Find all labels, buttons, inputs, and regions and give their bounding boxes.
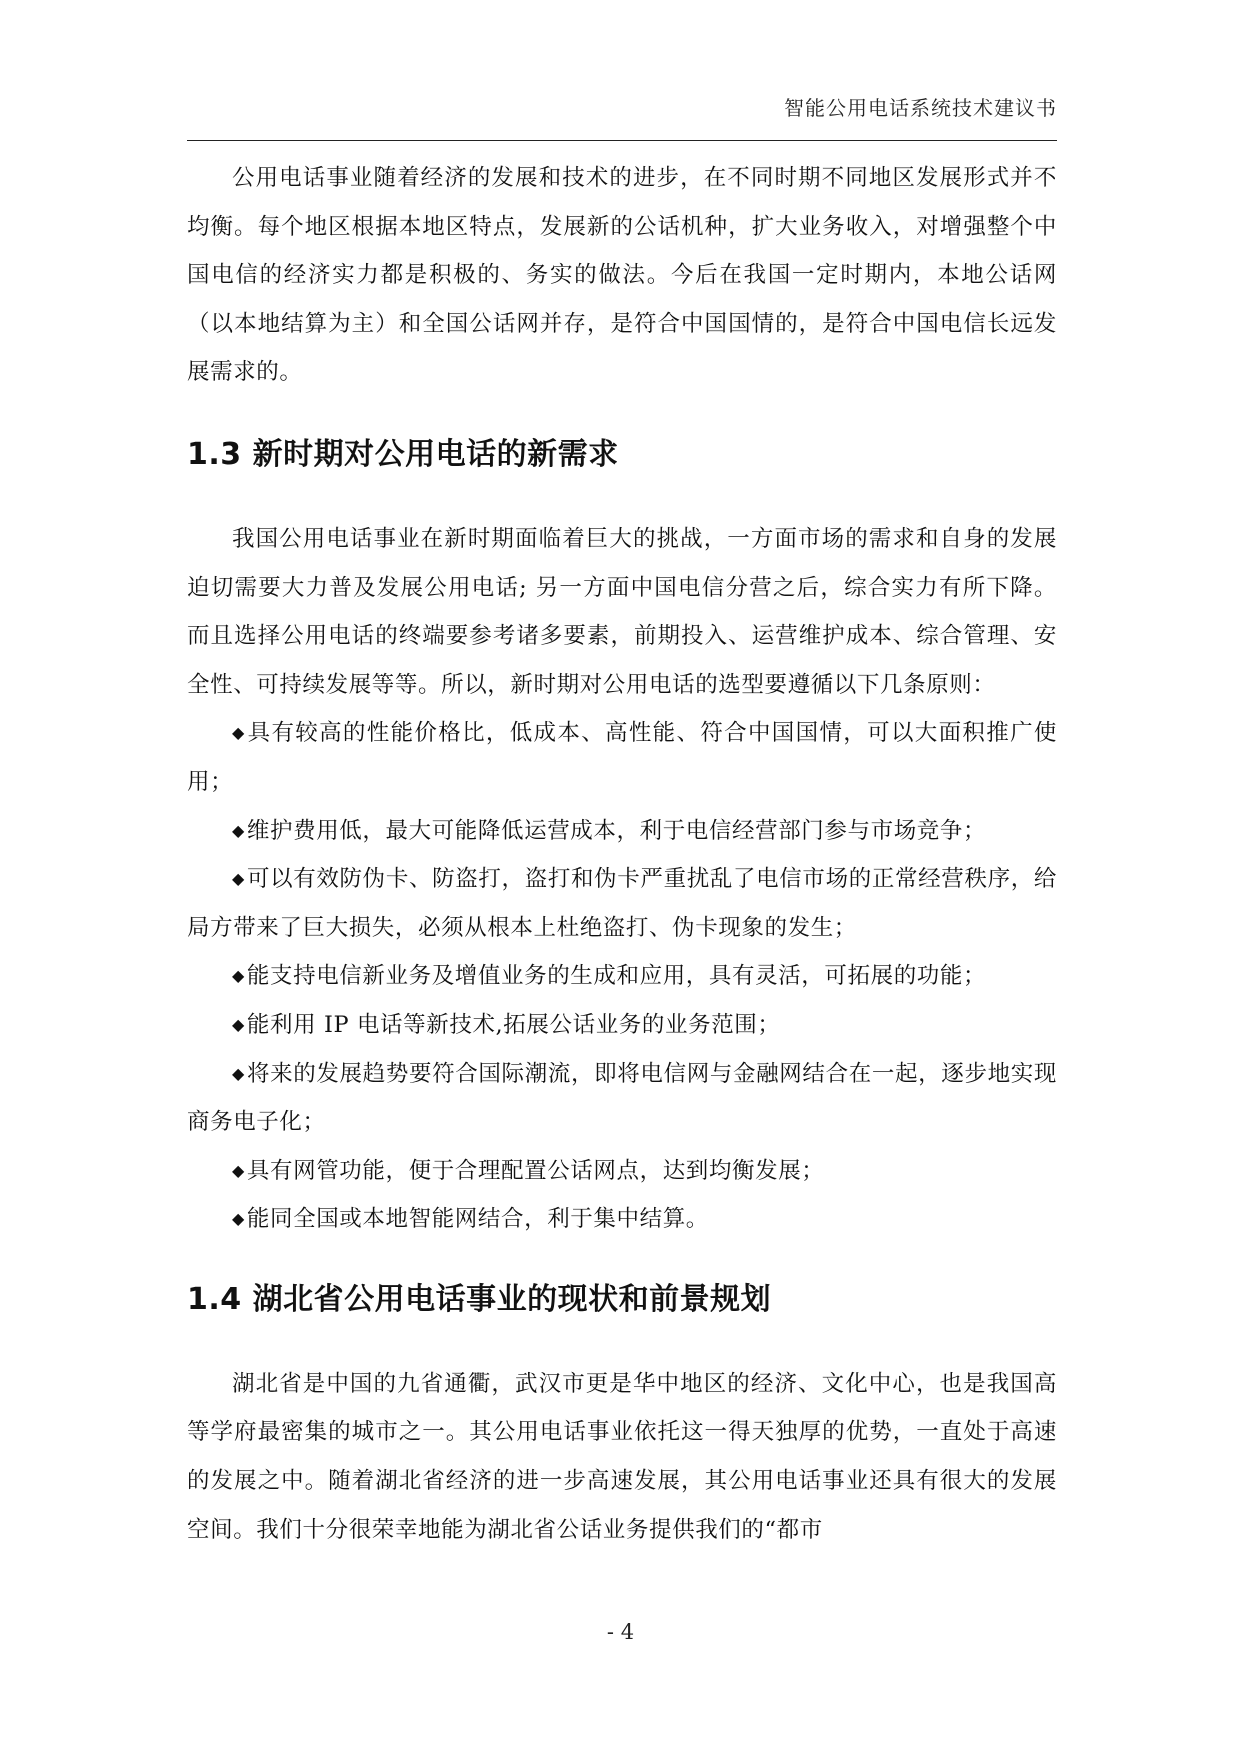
list-item: [187, 952, 1057, 1001]
diamond-bullet-icon: ◆: [232, 869, 245, 889]
list-item: [187, 807, 1057, 856]
principles-list: [187, 709, 1057, 1244]
diamond-bullet-icon: ◆: [232, 966, 245, 986]
page-number: - 4: [606, 1620, 635, 1644]
list-item-text: 能同全国或本地智能网结合，利于集中结算。: [246, 1206, 709, 1233]
diamond-bullet-icon: ◆: [232, 820, 245, 840]
list-item: [187, 709, 1057, 806]
list-item-text: 能支持电信新业务及增值业务的生成和应用，具有灵活，可拓展的功能；: [246, 963, 987, 990]
list-item-text: 具有网管功能，便于合理配置公话网点，达到均衡发展；: [246, 1157, 825, 1184]
list-item-text: 维护费用低，最大可能降低运营成本，利于电信经营部门参与市场竞争；: [246, 817, 987, 844]
list-item-text: 具有较高的性能价格比，低成本、高性能、符合中国国情，可以大面积推广使用；: [187, 720, 1057, 795]
section-1-4-heading: 1.4 湖北省公用电话事业的现状和前景规划: [187, 1281, 772, 1317]
diamond-bullet-icon: ◆: [232, 1209, 245, 1229]
diamond-bullet-icon: ◆: [232, 1063, 245, 1083]
list-item: [187, 1050, 1057, 1147]
list-item: [187, 1195, 1057, 1244]
list-item-text: 将来的发展趋势要符合国际潮流，即将电信网与金融网结合在一起，逐步地实现商务电子化；: [187, 1060, 1057, 1136]
intro-paragraph: 公用电话事业随着经济的发展和技术的进步，在不同时期不同地区发展形式并不均衡。每个地区根据本地区特点，发展新的公话机种，扩大业务收入，对增强整个中国电信的经济实力都是积极的、务实的做法。今后在我国一定时期内，本地公话网（以本地结算为主）和全国公话网并存，是符合中国国情的，是符合中国电信长远发展需求的。: [187, 165, 1057, 386]
list-item: [187, 1001, 1057, 1050]
list-item: [187, 855, 1057, 952]
diamond-bullet-icon: ◆: [232, 1014, 245, 1034]
page-content: [187, 154, 1057, 1554]
section-1-3-paragraph: 我国公用电话事业在新时期面临着巨大的挑战，一方面市场的需求和自身的发展迫切需要大力普及发展公用电话; 另一方面中国电信分营之后，综合实力有所下降。而且选择公用电话的终端要参考诸多要素，前期投入、运营维护成本、综合管理、安全性、可持续发展等等。所以，新时期对公用电话的选型要遵循以下几条原则：: [187, 525, 1057, 698]
list-item-text: 可以有效防伪卡、防盗打，盗打和伪卡严重扰乱了电信市场的正常经营秩序，给局方带来了巨大损失，必须从根本上杜绝盗打、伪卡现象的发生；: [187, 866, 1057, 941]
header-title: 智能公用电话系统技术建议书: [784, 96, 1057, 120]
list-item: [187, 1147, 1057, 1196]
diamond-bullet-icon: ◆: [232, 1160, 245, 1180]
list-item-text: 能利用 IP 电话等新技术,拓展公话业务的业务范围；: [246, 1011, 781, 1038]
diamond-bullet-icon: ◆: [232, 723, 245, 743]
page-header: [187, 82, 1057, 141]
section-1-4-paragraph: 湖北省是中国的九省通衢，武汉市更是华中地区的经济、文化中心，也是我国高等学府最密集的城市之一。其公用电话事业依托这一得天独厚的优势，一直处于高速的发展之中。随着湖北省经济的进一步高速发展，其公用电话事业还具有很大的发展空间。我们十分很荣幸地能为湖北省公话业务提供我们的“都市: [187, 1370, 1057, 1543]
section-1-3-heading: 1.3 新时期对公用电话的新需求: [187, 436, 619, 472]
